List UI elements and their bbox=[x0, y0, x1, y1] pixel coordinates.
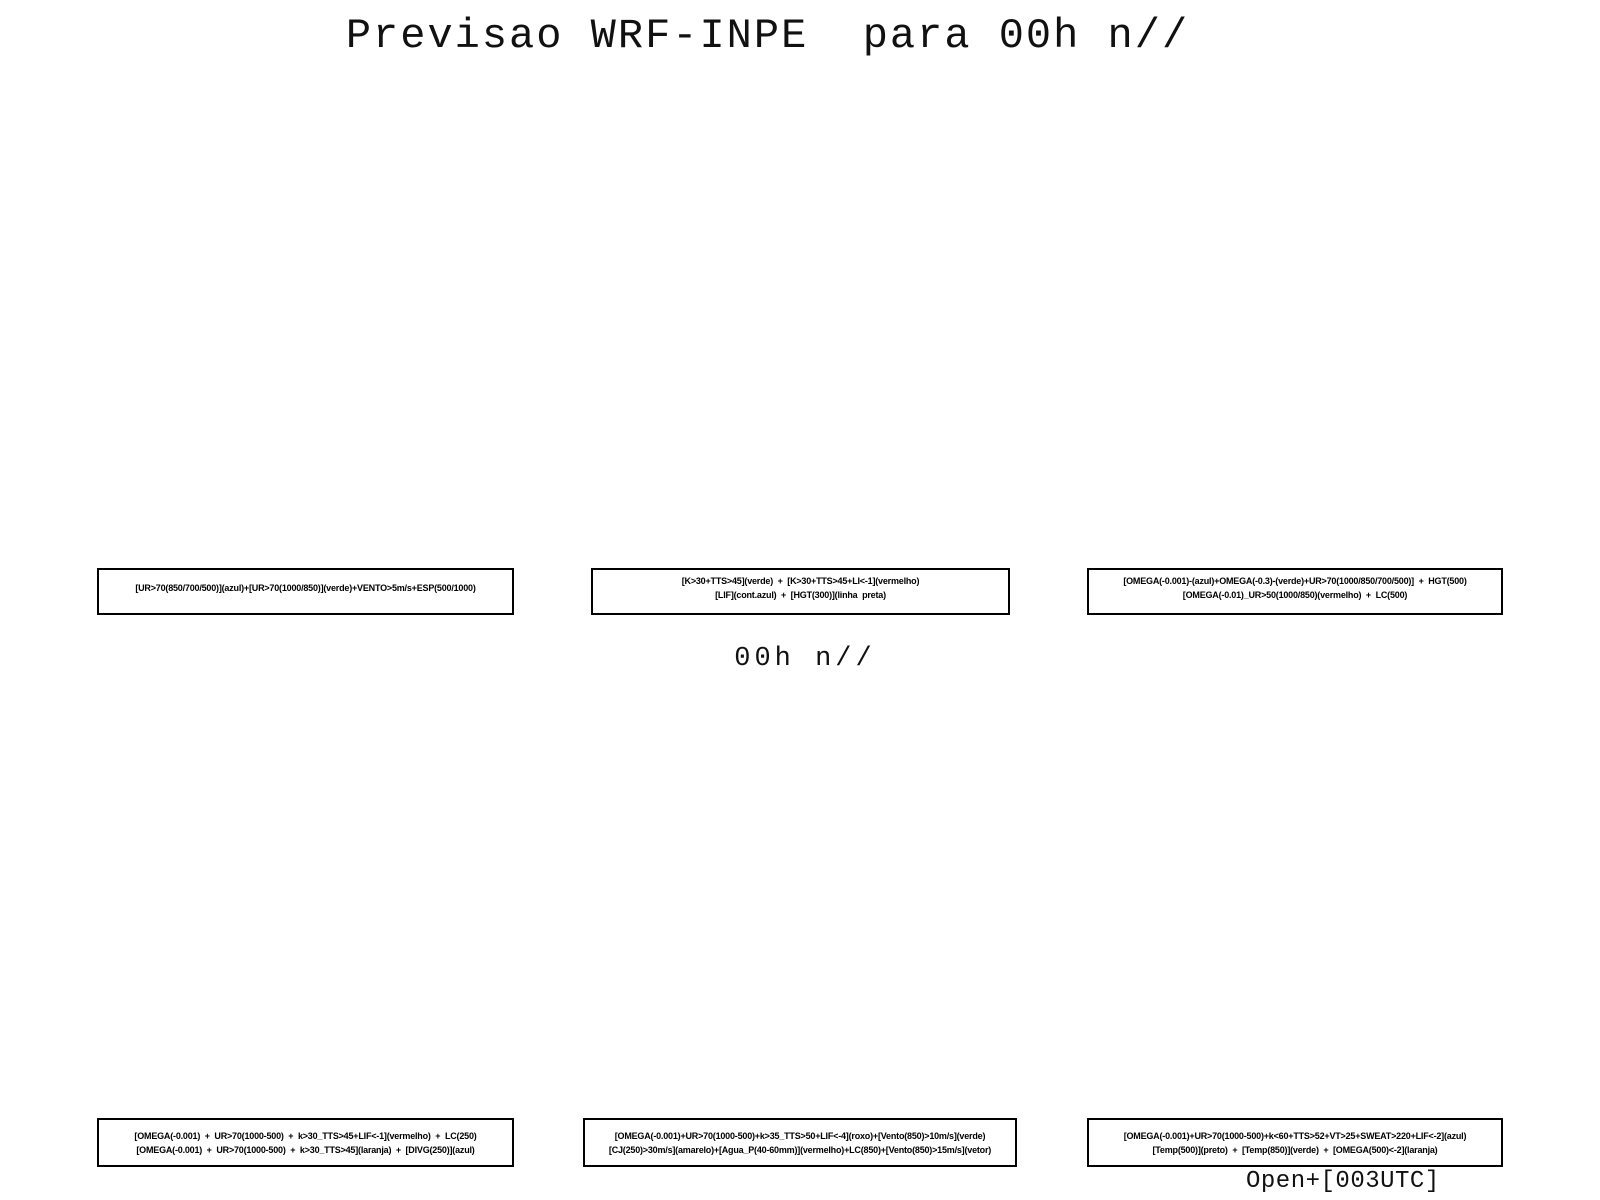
legend-line: [LIF](cont.azul) + [HGT(300)](linha preta) bbox=[715, 589, 886, 600]
legend-line: [OMEGA(-0.001)+UR>70(1000-500)+k<60+TTS>52+VT>25+SWEAT>220+LIF<-2](azul) bbox=[1123, 1130, 1467, 1141]
legend-line: [UR>70(850/700/500)](azul)+[UR>70(1000/850)](verde)+VENTO>5m/s+ESP(500/1000) bbox=[135, 582, 476, 593]
legend-box-top-middle bbox=[591, 568, 1010, 615]
legend-line: [OMEGA(-0.001)-(azul)+OMEGA(-0.3)-(verde)+UR>70(1000/850/700/500)] + HGT(500) bbox=[1123, 575, 1467, 586]
legend-line: [Temp(500)](preto) + [Temp(850)](verde) + [OMEGA(500)<-2](laranja) bbox=[1152, 1144, 1438, 1155]
page-title: Previsao WRF-INPE para 00h n// bbox=[345, 12, 1190, 60]
legend-line: [OMEGA(-0.001) + UR>70(1000-500) + k>30_TTS>45+LIF<-1](vermelho) + LC(250) bbox=[134, 1130, 477, 1141]
footer-run-label: Open+[003UTC] bbox=[1246, 1168, 1440, 1195]
legend-line: [K>30+TTS>45](verde) + [K>30+TTS>45+LI<-1](vermelho) bbox=[681, 575, 920, 586]
legend-box-bottom-right bbox=[1087, 1118, 1503, 1167]
row2-subtitle: 00h n// bbox=[734, 644, 876, 674]
legend-box-top-left bbox=[97, 568, 514, 615]
legend-line: [CJ(250)>30m/s](amarelo)+[Agua_P(40-60mm)](vermelho)+LC(850)+[Vento(850)>15m/s](vetor) bbox=[608, 1144, 992, 1155]
legend-box-bottom-middle bbox=[583, 1118, 1017, 1167]
legend-line: [OMEGA(-0.001) + UR>70(1000-500) + k>30_TTS>45](laranja) + [DIVG(250)](azul) bbox=[136, 1144, 475, 1155]
legend-box-top-right bbox=[1087, 568, 1503, 615]
legend-line: [OMEGA(-0.001)+UR>70(1000-500)+k>35_TTS>50+LIF<-4](roxo)+[Vento(850)>10m/s](verde) bbox=[614, 1130, 986, 1141]
legend-box-bottom-left bbox=[97, 1118, 514, 1167]
legend-line: [OMEGA(-0.01)_UR>50(1000/850)(vermelho) + LC(500) bbox=[1182, 589, 1408, 600]
